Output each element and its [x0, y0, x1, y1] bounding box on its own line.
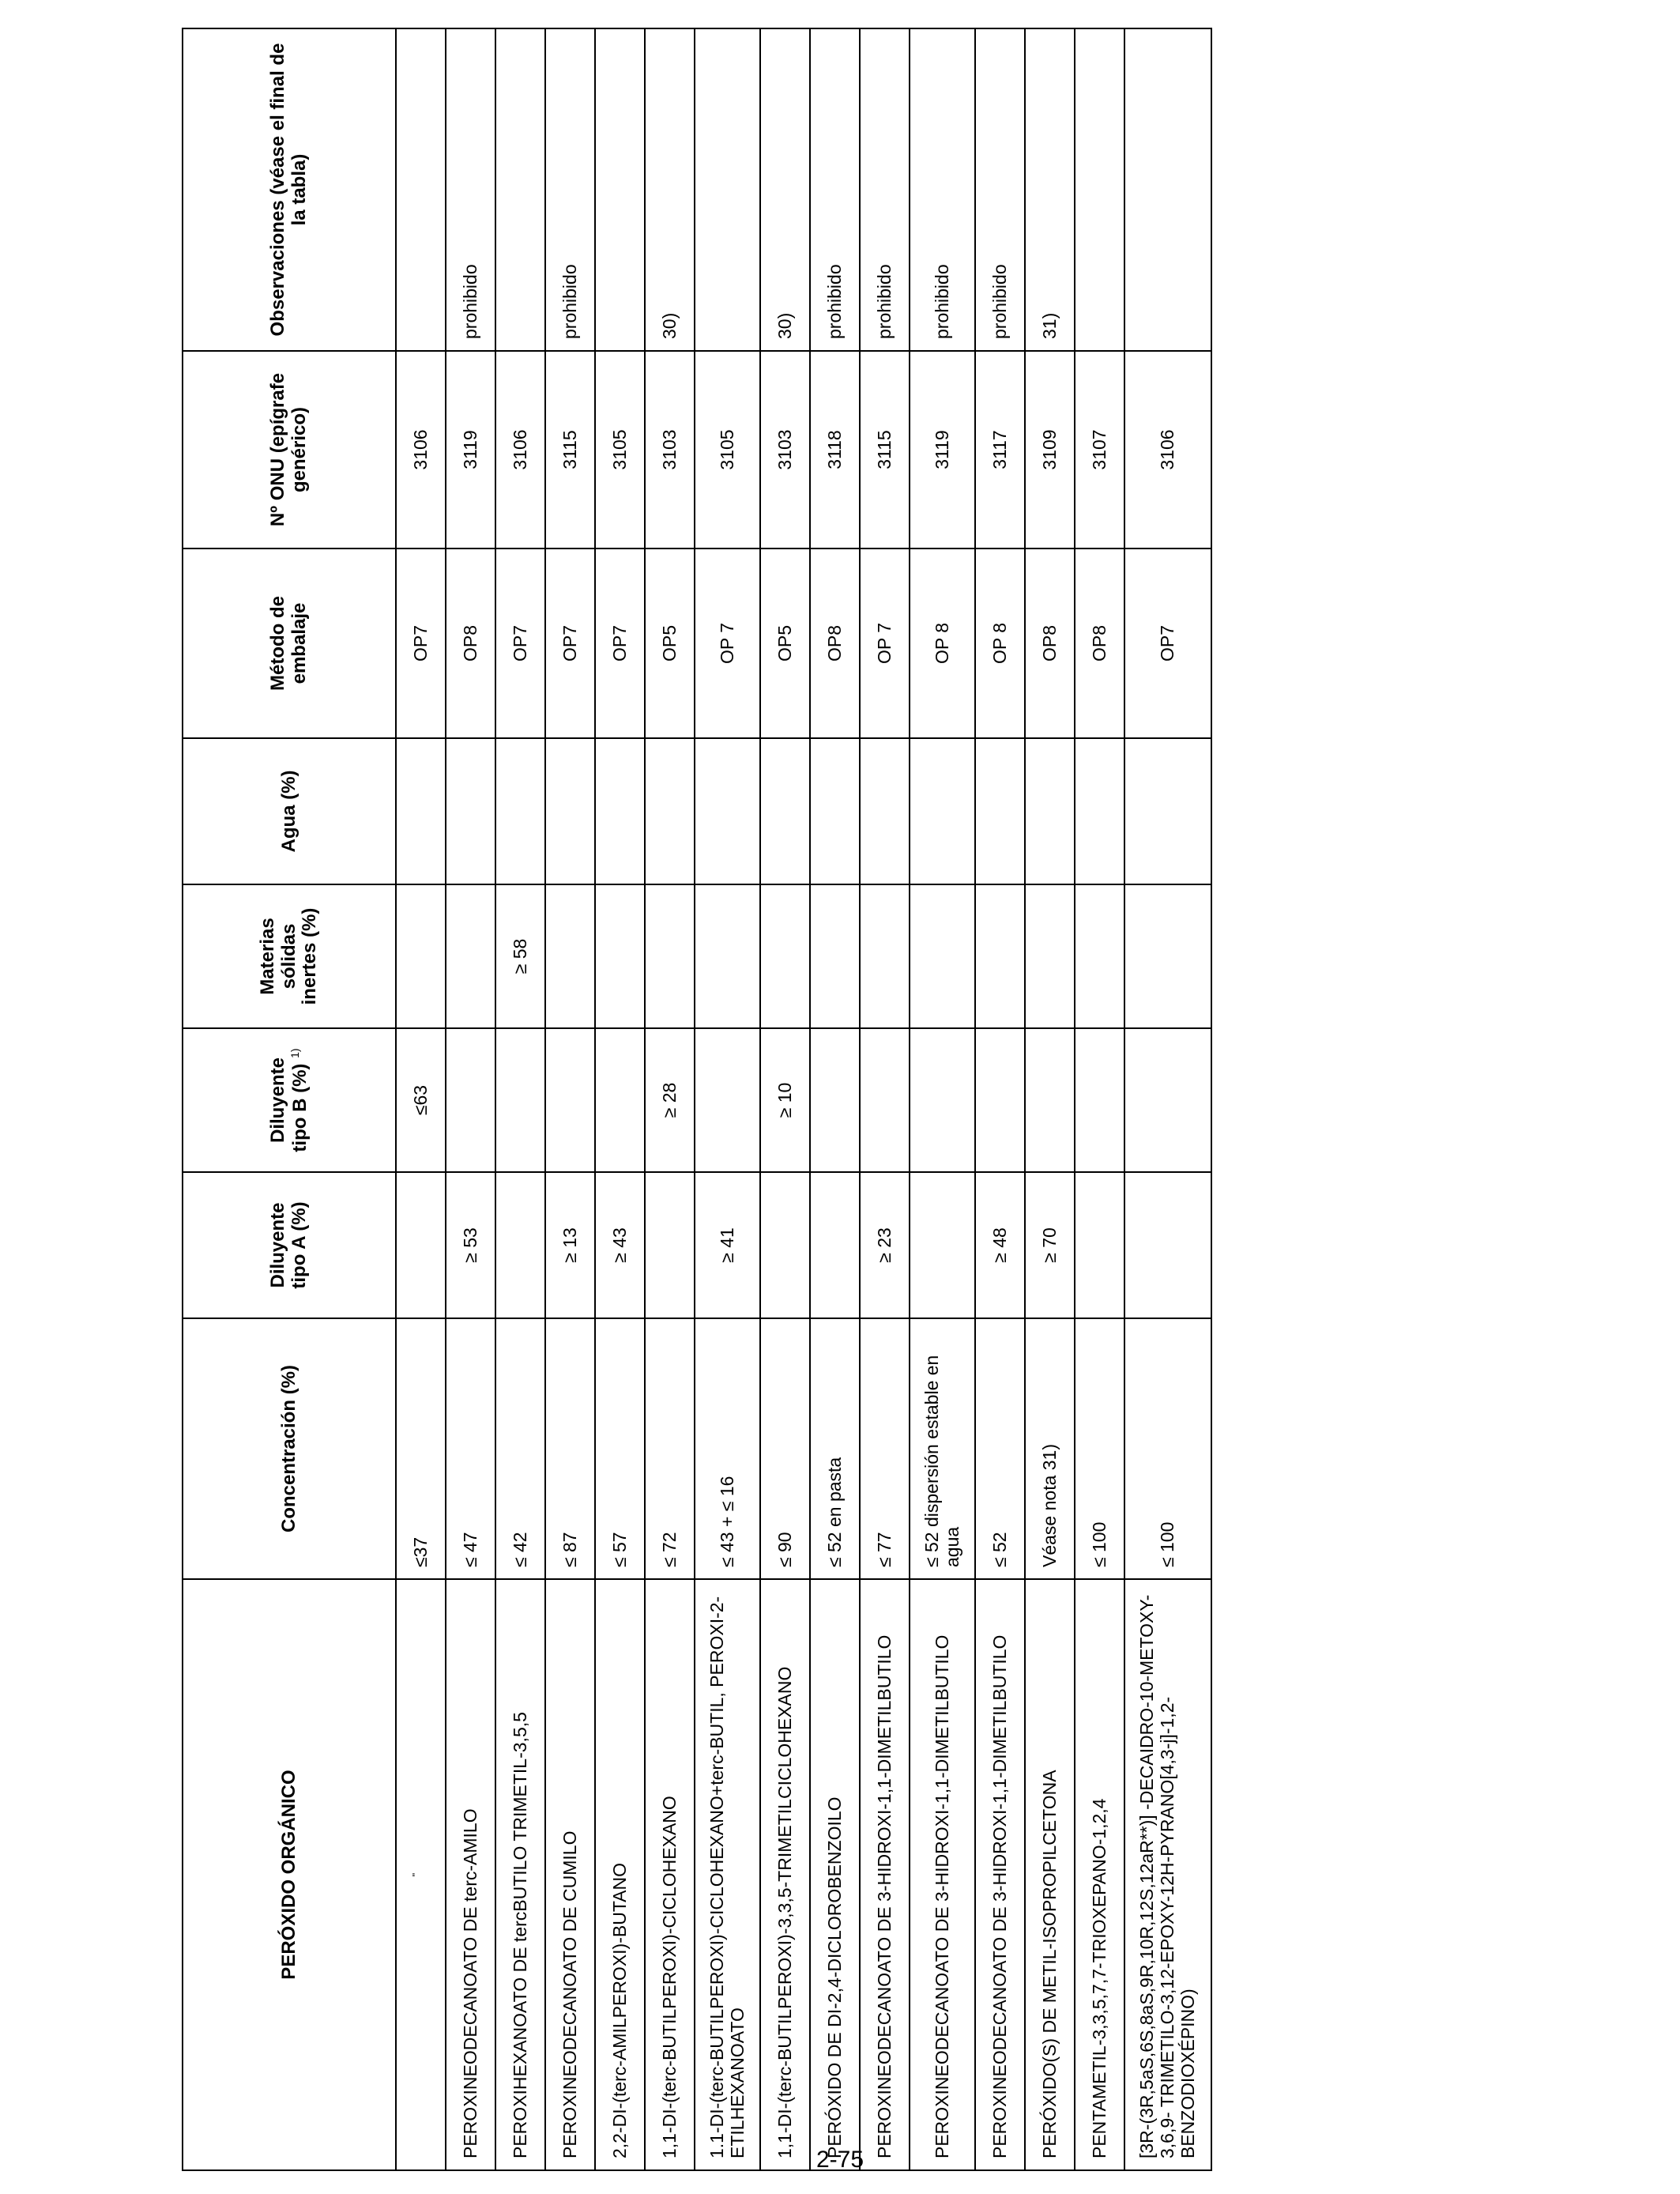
- cell-inert-solids: [1075, 884, 1124, 1028]
- cell-un-number: 3107: [1075, 351, 1124, 548]
- cell-inert-solids: [1025, 884, 1075, 1028]
- cell-inert-solids: [760, 884, 810, 1028]
- table-row: [810, 28, 860, 2170]
- cell-diluent-a: [760, 1172, 810, 1318]
- rotated-page: [182, 29, 1198, 2171]
- cell-notes: prohibido: [910, 28, 975, 351]
- cell-concentration: ≤ 52 en pasta: [810, 1318, 860, 1579]
- cell-water: [495, 738, 545, 884]
- cell-water: [595, 738, 645, 884]
- header-concentration: Concentración (%): [183, 1318, 396, 1579]
- cell-inert-solids: [810, 884, 860, 1028]
- cell-inert-solids: [645, 884, 695, 1028]
- cell-name: PEROXINEODECANOATO DE 3-HIDROXI-1,1-DIMETILBUTILO: [910, 1579, 975, 2170]
- cell-notes: [695, 28, 760, 351]
- header-water: Agua (%): [183, 738, 396, 884]
- cell-diluent-a: ≥ 23: [860, 1172, 910, 1318]
- cell-method: OP7: [545, 548, 595, 738]
- header-packing-method: Método de embalaje: [183, 548, 396, 738]
- header-inert-solids: Materias sólidas inertes (%): [183, 884, 396, 1028]
- cell-water: [396, 738, 446, 884]
- cell-name: [396, 1579, 446, 2170]
- cell-water: [760, 738, 810, 884]
- cell-diluent-b: [545, 1028, 595, 1172]
- cell-name: [3R-(3R,5aS,6S,8aS,9R,10R,12S,12aR**)] -DECAIDRO-10-METOXY-3,6,9- TRIMETILO-3,12-EPOXY-12H-PYRANO[4,3-j]-1,2- BENZODIOXÉPINO): [1124, 1579, 1211, 2170]
- header-diluent-b-cell: [183, 1028, 396, 1172]
- cell-notes: prohibido: [545, 28, 595, 351]
- cell-concentration: ≤ 52 dispersión estable en agua: [910, 1318, 975, 1579]
- cell-diluent-a: ≥ 41: [695, 1172, 760, 1318]
- cell-concentration: ≤ 57: [595, 1318, 645, 1579]
- cell-method: OP 8: [975, 548, 1025, 738]
- cell-notes: 31): [1025, 28, 1075, 351]
- cell-water: [1025, 738, 1075, 884]
- cell-un-number: 3105: [695, 351, 760, 548]
- cell-diluent-a: ≥ 13: [545, 1172, 595, 1318]
- cell-inert-solids: [396, 884, 446, 1028]
- cell-diluent-b: [1075, 1028, 1124, 1172]
- table-header-row: [183, 28, 396, 2170]
- cell-diluent-b: [1124, 1028, 1211, 1172]
- cell-name: PERÓXIDO(S) DE METIL-ISOPROPILCETONA: [1025, 1579, 1075, 2170]
- cell-un-number: 3106: [495, 351, 545, 548]
- cell-water: [910, 738, 975, 884]
- cell-concentration: ≤ 43 + ≤ 16: [695, 1318, 760, 1579]
- table-row: [446, 28, 495, 2170]
- header-observations: Observaciones (véase el final de la tabla): [183, 28, 396, 351]
- cell-notes: [495, 28, 545, 351]
- cell-name: PEROXINEODECANOATO DE 3-HIDROXI-1,1-DIMETILBUTILO: [860, 1579, 910, 2170]
- cell-water: [446, 738, 495, 884]
- table-row: [545, 28, 595, 2170]
- cell-concentration: ≤ 77: [860, 1318, 910, 1579]
- cell-name: PEROXINEODECANOATO DE 3-HIDROXI-1,1-DIMETILBUTILO: [975, 1579, 1025, 2170]
- cell-method: OP7: [1124, 548, 1211, 738]
- header-un-number: Nº ONU (epígrafe genérico): [183, 351, 396, 548]
- cell-inert-solids: [446, 884, 495, 1028]
- cell-diluent-a: ≥ 70: [1025, 1172, 1075, 1318]
- cell-inert-solids: [975, 884, 1025, 1028]
- cell-diluent-a: [495, 1172, 545, 1318]
- cell-water: [545, 738, 595, 884]
- cell-diluent-b: ≥ 28: [645, 1028, 695, 1172]
- cell-concentration: ≤ 52: [975, 1318, 1025, 1579]
- cell-name: PEROXINEODECANOATO DE CUMILO: [545, 1579, 595, 2170]
- cell-notes: [396, 28, 446, 351]
- cell-name: PEROXIHEXANOATO DE tercBUTILO TRIMETIL-3,5,5: [495, 1579, 545, 2170]
- cell-diluent-a: ≥ 43: [595, 1172, 645, 1318]
- cell-diluent-b: [810, 1028, 860, 1172]
- table-row: [645, 28, 695, 2170]
- cell-un-number: 3106: [396, 351, 446, 548]
- header-diluent-a: Diluyente tipo A (%): [183, 1172, 396, 1318]
- cell-un-number: 3115: [545, 351, 595, 548]
- cell-concentration: ≤ 90: [760, 1318, 810, 1579]
- cell-concentration: ≤ 100: [1075, 1318, 1124, 1579]
- cell-method: OP7: [495, 548, 545, 738]
- header-diluent-b-note: 1): [288, 1048, 301, 1058]
- cell-concentration: ≤37: [396, 1318, 446, 1579]
- cell-notes: prohibido: [975, 28, 1025, 351]
- cell-diluent-a: [1075, 1172, 1124, 1318]
- cell-notes: prohibido: [860, 28, 910, 351]
- cell-name: PENTAMETIL-3,3,5,7,7-TRIOXEPANO-1,2,4: [1075, 1579, 1124, 2170]
- cell-inert-solids: ≥ 58: [495, 884, 545, 1028]
- cell-diluent-b: [695, 1028, 760, 1172]
- table-row: [495, 28, 545, 2170]
- cell-diluent-a: [810, 1172, 860, 1318]
- cell-diluent-a: [396, 1172, 446, 1318]
- cell-diluent-a: [645, 1172, 695, 1318]
- cell-diluent-a: [910, 1172, 975, 1318]
- cell-un-number: 3115: [860, 351, 910, 548]
- cell-inert-solids: [1124, 884, 1211, 1028]
- cell-inert-solids: [595, 884, 645, 1028]
- cell-water: [860, 738, 910, 884]
- cell-diluent-b: [910, 1028, 975, 1172]
- cell-diluent-b: [860, 1028, 910, 1172]
- cell-diluent-a: ≥ 48: [975, 1172, 1025, 1318]
- cell-method: OP 7: [695, 548, 760, 738]
- page-number: 2-75: [816, 2147, 864, 2173]
- table-row: [396, 28, 446, 2170]
- cell-method: OP5: [645, 548, 695, 738]
- cell-un-number: 3105: [595, 351, 645, 548]
- cell-un-number: 3109: [1025, 351, 1075, 548]
- cell-method: OP8: [1075, 548, 1124, 738]
- cell-name: 2,2-DI-(terc-AMILPEROXI)-BUTANO: [595, 1579, 645, 2170]
- table-row: [910, 28, 975, 2170]
- cell-concentration: ≤ 42: [495, 1318, 545, 1579]
- cell-inert-solids: [545, 884, 595, 1028]
- cell-method: OP8: [446, 548, 495, 738]
- cell-name: 1.1-DI-(terc-BUTILPEROXI)-CICLOHEXANO+terc-BUTIL, PEROXI-2-ETILHEXANOATO: [695, 1579, 760, 2170]
- cell-diluent-b: ≥ 10: [760, 1028, 810, 1172]
- cell-inert-solids: [860, 884, 910, 1028]
- header-diluent-b: Diluyente tipo B (%): [266, 1057, 311, 1152]
- table-row: [760, 28, 810, 2170]
- cell-diluent-b: [975, 1028, 1025, 1172]
- cell-name: PERÓXIDO DE DI-2,4-DICLOROBENZOILO: [810, 1579, 860, 2170]
- cell-water: [975, 738, 1025, 884]
- cell-un-number: 3103: [645, 351, 695, 548]
- table-row: [975, 28, 1025, 2170]
- cell-diluent-b: [1025, 1028, 1075, 1172]
- cell-diluent-b: [595, 1028, 645, 1172]
- cell-notes: 30): [760, 28, 810, 351]
- ditto-mark: ": [409, 1872, 422, 1877]
- cell-inert-solids: [910, 884, 975, 1028]
- cell-method: OP5: [760, 548, 810, 738]
- table-row: [1075, 28, 1124, 2170]
- table-row: [860, 28, 910, 2170]
- cell-un-number: 3117: [975, 351, 1025, 548]
- cell-diluent-a: [1124, 1172, 1211, 1318]
- cell-un-number: 3119: [446, 351, 495, 548]
- cell-diluent-b: ≤63: [396, 1028, 446, 1172]
- cell-water: [810, 738, 860, 884]
- table-row: [1124, 28, 1211, 2170]
- cell-un-number: 3119: [910, 351, 975, 548]
- header-peroxide: PERÓXIDO ORGÁNICO: [183, 1579, 396, 2170]
- organic-peroxides-table: [182, 28, 1212, 2171]
- cell-name: 1,1-DI-(terc-BUTILPEROXI)-3,3,5-TRIMETILCICLOHEXANO: [760, 1579, 810, 2170]
- cell-notes: [1124, 28, 1211, 351]
- cell-notes: [1075, 28, 1124, 351]
- cell-inert-solids: [695, 884, 760, 1028]
- cell-notes: 30): [645, 28, 695, 351]
- cell-un-number: 3106: [1124, 351, 1211, 548]
- table-row: [595, 28, 645, 2170]
- cell-diluent-b: [495, 1028, 545, 1172]
- cell-name: 1,1-DI-(terc-BUTILPEROXI)-CICLOHEXANO: [645, 1579, 695, 2170]
- cell-name: PEROXINEODECANOATO DE terc-AMILO: [446, 1579, 495, 2170]
- cell-method: OP8: [1025, 548, 1075, 738]
- cell-water: [695, 738, 760, 884]
- cell-concentration: ≤ 87: [545, 1318, 595, 1579]
- cell-concentration: Véase nota 31): [1025, 1318, 1075, 1579]
- cell-notes: [595, 28, 645, 351]
- cell-notes: prohibido: [810, 28, 860, 351]
- cell-concentration: ≤ 47: [446, 1318, 495, 1579]
- table-row: [1025, 28, 1075, 2170]
- cell-un-number: 3103: [760, 351, 810, 548]
- cell-concentration: ≤ 100: [1124, 1318, 1211, 1579]
- cell-un-number: 3118: [810, 351, 860, 548]
- table-row: [695, 28, 760, 2170]
- cell-method: OP 8: [910, 548, 975, 738]
- cell-water: [1124, 738, 1211, 884]
- cell-notes: prohibido: [446, 28, 495, 351]
- cell-method: OP 7: [860, 548, 910, 738]
- cell-water: [1075, 738, 1124, 884]
- cell-method: OP7: [595, 548, 645, 738]
- cell-diluent-a: ≥ 53: [446, 1172, 495, 1318]
- cell-diluent-b: [446, 1028, 495, 1172]
- cell-method: OP8: [810, 548, 860, 738]
- cell-concentration: ≤ 72: [645, 1318, 695, 1579]
- cell-method: OP7: [396, 548, 446, 738]
- cell-water: [645, 738, 695, 884]
